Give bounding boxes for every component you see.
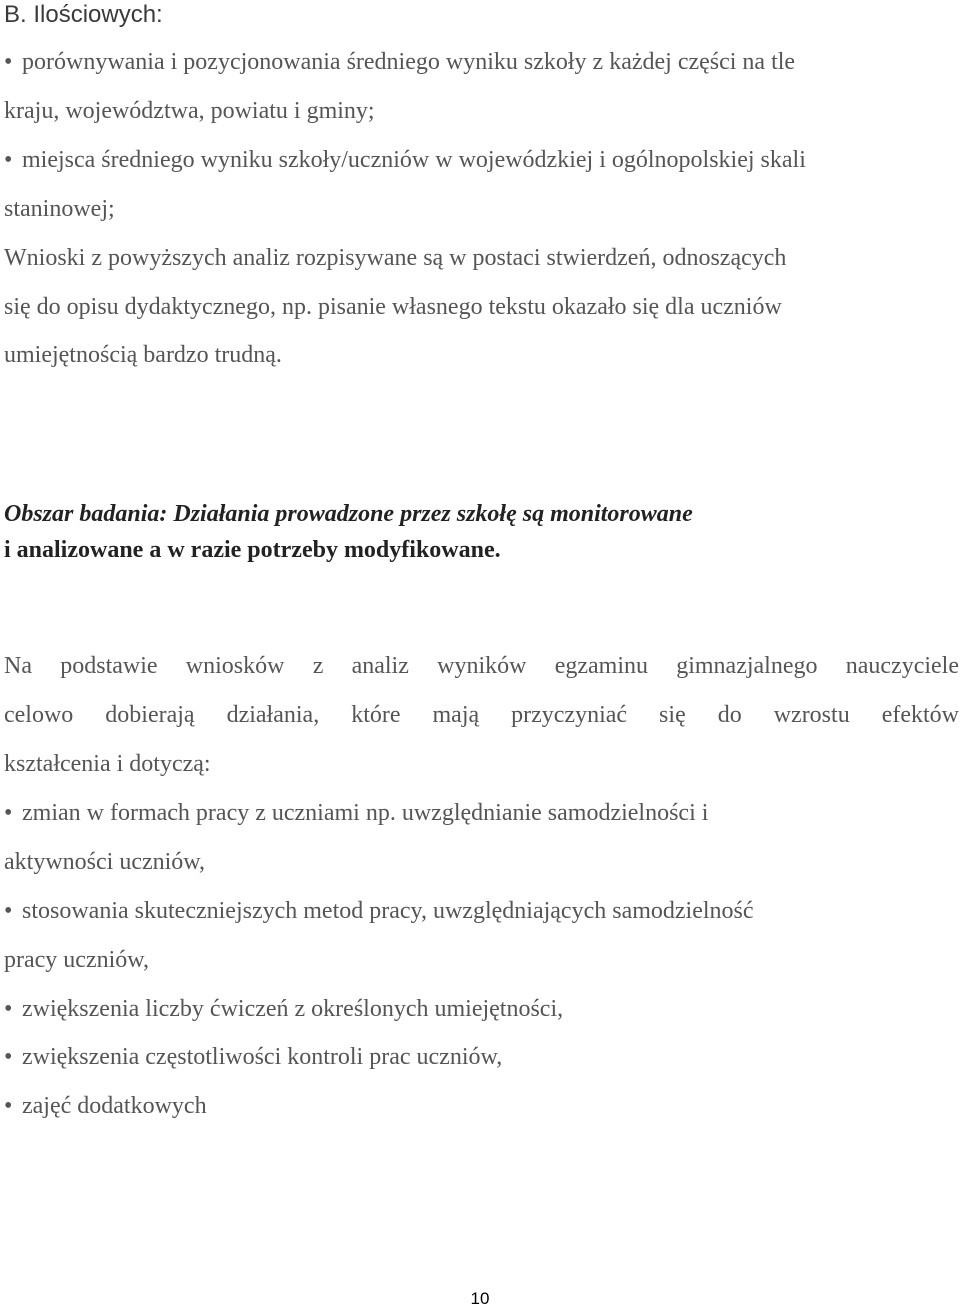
body-bullet-4 — [4, 1043, 502, 1071]
body-bullet-2-line-2: pracy uczniów, — [4, 947, 150, 973]
bullet-marker: • — [4, 1044, 13, 1070]
bullet-marker: • — [4, 147, 13, 173]
section-b-bullet-1-line-1 — [4, 48, 795, 76]
bullet-text: zmian w formach pracy z uczniami np. uwzględnianie samodzielności i — [22, 800, 709, 826]
body-bullet-3 — [4, 995, 563, 1023]
bullet-text: stosowania skuteczniejszych metod pracy, uwzględniających samodzielność — [22, 898, 754, 924]
body-bullet-1-line-2: aktywności uczniów, — [4, 849, 206, 875]
bullet-text: miejsca średniego wyniku szkoły/uczniów w wojewódzkiej i ogólnopolskiej skali — [22, 147, 806, 173]
body-intro-line-3: kształcenia i dotyczą: — [4, 751, 211, 777]
bullet-marker: • — [4, 800, 13, 826]
section-b-bullet-2-line-1 — [4, 146, 806, 174]
page-number: 10 — [470, 1289, 490, 1308]
research-area-heading-line-2: i analizowane a w razie potrzeby modyfikowane. — [4, 537, 501, 563]
section-b-conclusion-line-2: się do opisu dydaktycznego, np. pisanie własnego tekstu okazało się dla uczniów — [4, 294, 782, 320]
bullet-text: zajęć dodatkowych — [22, 1093, 207, 1119]
body-bullet-1-line-1 — [4, 799, 708, 827]
research-area-heading-line-1: Obszar badania: Działania prowadzone przez szkołę są monitorowane — [4, 501, 693, 527]
body-bullet-2-line-1 — [4, 897, 754, 925]
body-intro-line-1: Na podstawie wniosków z analiz wyników egzaminu gimnazjalnego nauczyciele — [4, 653, 959, 679]
section-b-bullet-1-line-2: kraju, województwa, powiatu i gminy; — [4, 98, 375, 124]
section-b-conclusion-line-3: umiejętnością bardzo trudną. — [4, 342, 282, 368]
body-intro-line-2: celowo dobierają działania, które mają przyczyniać się do wzrostu efektów — [4, 702, 959, 728]
body-bullet-5 — [4, 1092, 207, 1120]
bullet-marker: • — [4, 49, 13, 75]
bullet-marker: • — [4, 1093, 13, 1119]
bullet-marker: • — [4, 996, 13, 1022]
bullet-text: zwiększenia liczby ćwiczeń z określonych umiejętności, — [22, 996, 564, 1022]
section-b-bullet-2-line-2: staninowej; — [4, 196, 115, 222]
bullet-marker: • — [4, 898, 13, 924]
section-b-conclusion-line-1: Wnioski z powyższych analiz rozpisywane są w postaci stwierdzeń, odnoszących — [4, 245, 787, 271]
section-b-title: B. Ilościowych: — [4, 1, 163, 28]
bullet-text: porównywania i pozycjonowania średniego wyniku szkoły z każdej części na tle — [22, 49, 796, 75]
bullet-text: zwiększenia częstotliwości kontroli prac uczniów, — [22, 1044, 503, 1070]
